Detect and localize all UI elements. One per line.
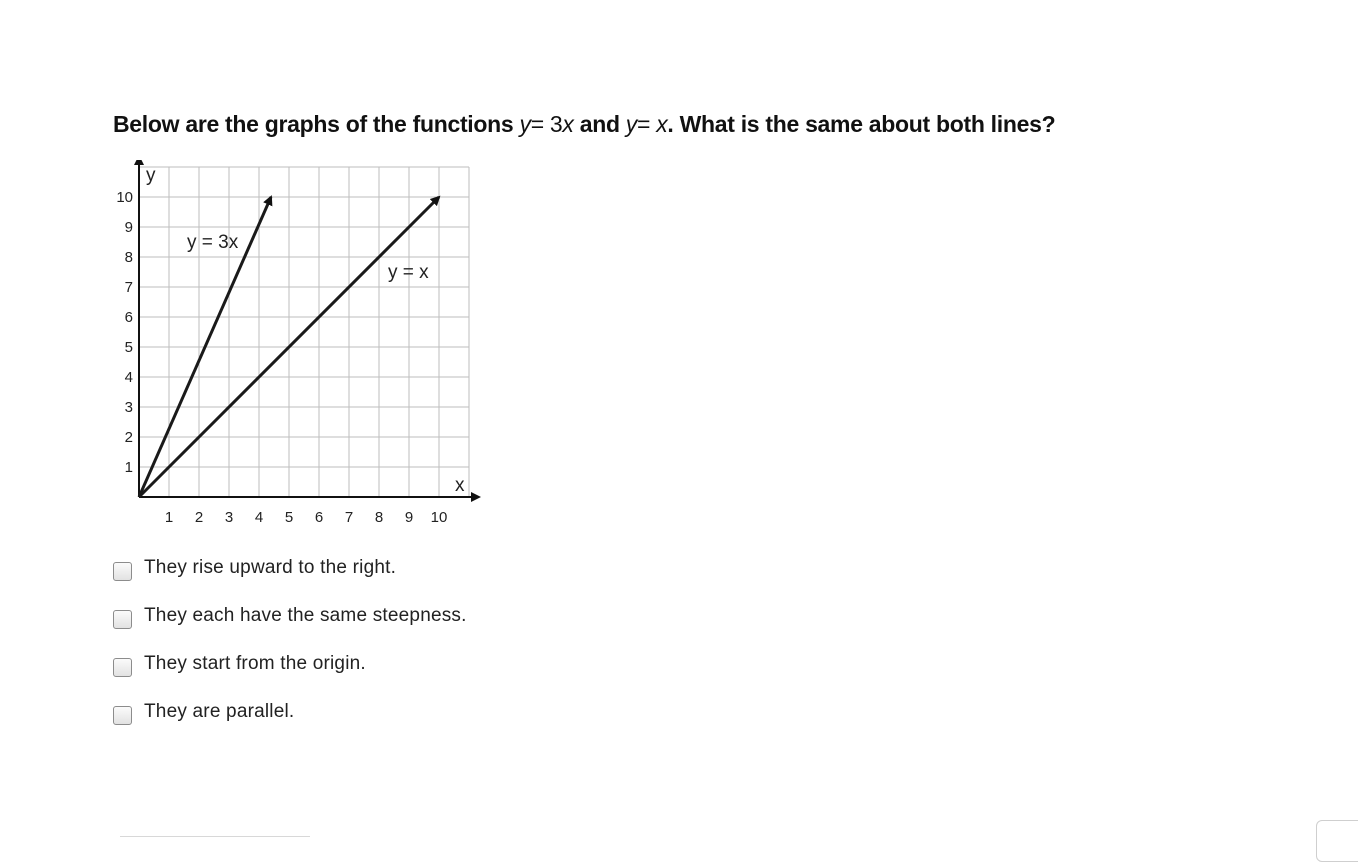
option-label: They start from the origin.	[144, 653, 366, 674]
equation-2-y: y	[625, 111, 637, 137]
checkbox[interactable]	[113, 610, 132, 629]
option-label: They each have the same steepness.	[144, 605, 467, 626]
answer-options	[113, 544, 467, 736]
y-tick-label: 7	[124, 279, 133, 296]
y-tick-label: 9	[124, 219, 133, 236]
x-tick-label: 9	[404, 509, 414, 526]
checkbox[interactable]	[113, 562, 132, 581]
divider	[120, 836, 310, 837]
y-tick-label: 8	[124, 249, 133, 266]
line-graph	[104, 160, 484, 530]
checkbox[interactable]	[113, 706, 132, 725]
x-tick-label: 5	[284, 509, 294, 526]
option-parallel[interactable]	[113, 688, 467, 736]
y-tick-label: 4	[124, 369, 133, 386]
question-text	[113, 111, 1055, 138]
y-axis-label: y	[146, 165, 156, 186]
y-tick-label: 6	[124, 309, 133, 326]
y-tick-label: 10	[116, 189, 133, 206]
equation-1-x: x	[562, 111, 574, 137]
option-start-origin[interactable]	[113, 640, 467, 688]
option-label: They are parallel.	[144, 701, 295, 722]
series-label: y = 3x	[187, 232, 239, 253]
option-label: They rise upward to the right.	[144, 557, 397, 578]
x-axis-label: x	[455, 475, 465, 496]
x-tick-label: 1	[164, 509, 174, 526]
y-tick-label: 5	[124, 339, 133, 356]
x-tick-label: 4	[254, 509, 264, 526]
x-tick-label: 2	[194, 509, 204, 526]
x-tick-label: 8	[374, 509, 384, 526]
x-tick-label: 10	[430, 509, 448, 526]
series-label: y = x	[388, 262, 429, 283]
x-tick-label: 7	[344, 509, 354, 526]
equation-2-x: x	[656, 111, 668, 137]
question-part-2: and	[573, 111, 626, 137]
equation-1-y: y	[519, 111, 531, 137]
y-tick-label: 3	[124, 399, 133, 416]
option-rise-upward[interactable]	[113, 544, 467, 592]
equation-2-rhs: =	[636, 111, 657, 137]
x-tick-label: 6	[314, 509, 324, 526]
corner-panel[interactable]	[1316, 820, 1358, 862]
equation-1-rhs: = 3	[530, 111, 563, 137]
y-tick-label: 2	[124, 429, 133, 446]
y-tick-label: 1	[124, 459, 133, 476]
question-part-3: . What is the same about both lines?	[667, 111, 1056, 137]
x-tick-label: 3	[224, 509, 234, 526]
checkbox[interactable]	[113, 658, 132, 677]
question-part-1: Below are the graphs of the functions	[113, 111, 520, 137]
option-same-steepness[interactable]	[113, 592, 467, 640]
